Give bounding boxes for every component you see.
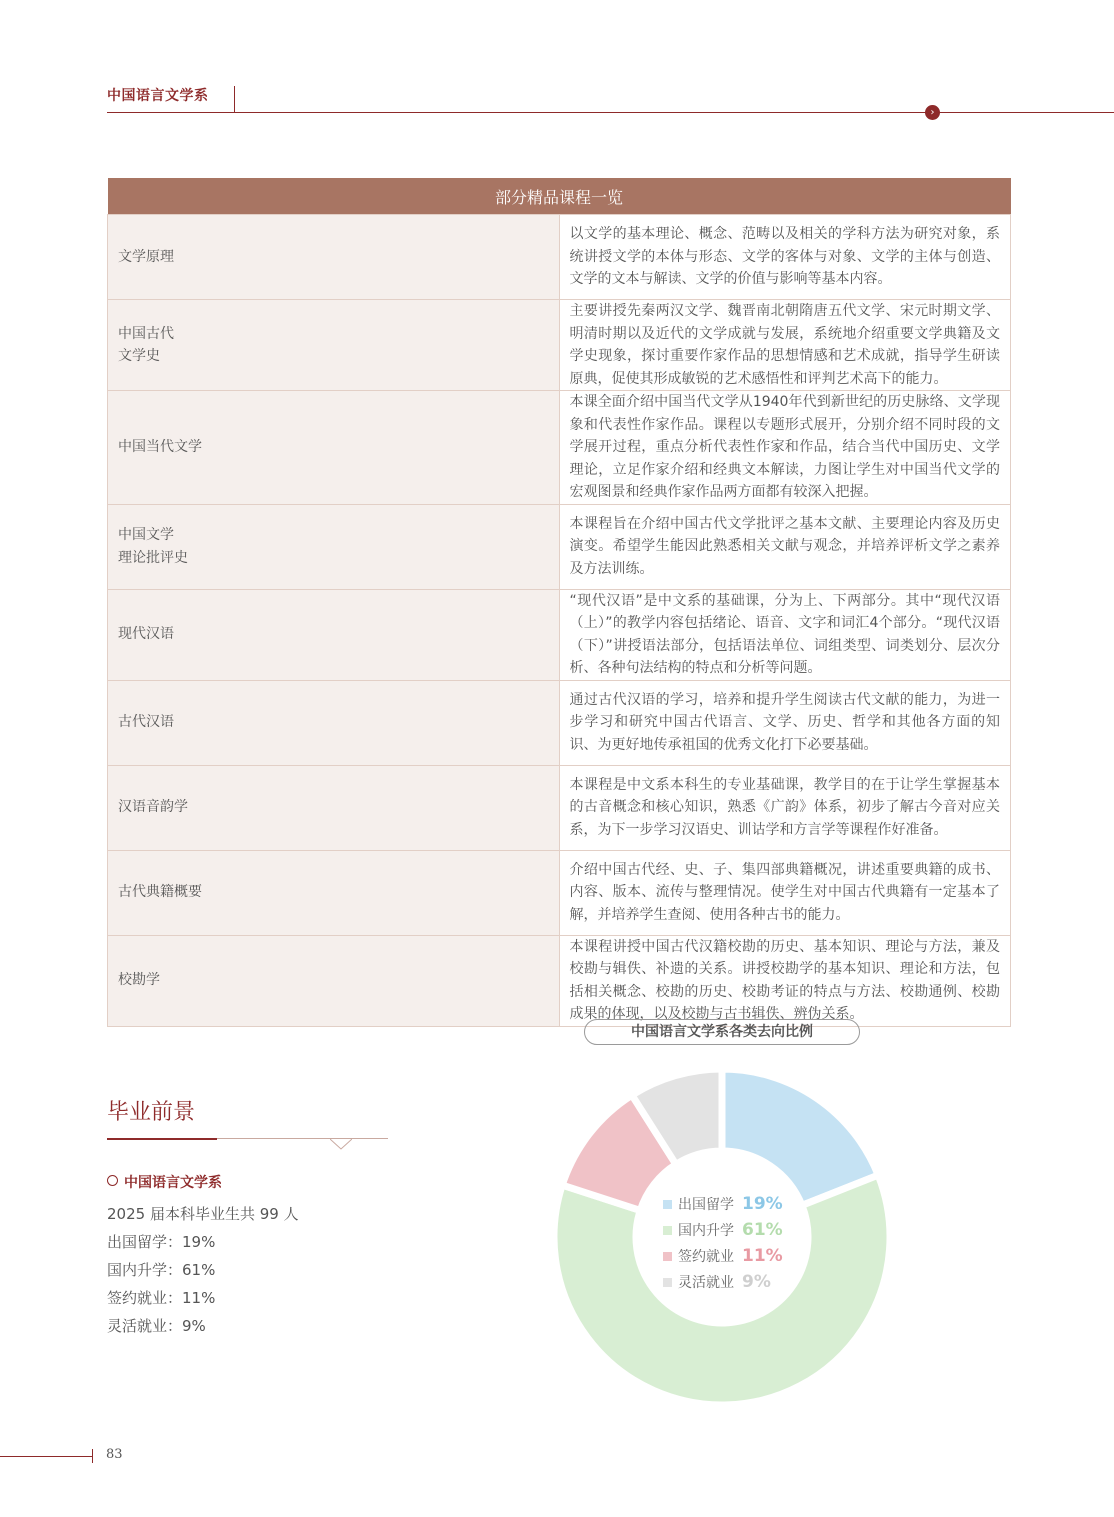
table-row — [108, 504, 1011, 589]
section-header-title: 中国语言文学系 — [107, 88, 209, 104]
graduation-stats — [107, 1200, 299, 1340]
course-name: 校勘学 — [108, 935, 560, 1026]
footer-rule — [0, 1456, 92, 1457]
course-name: 古代典籍概要 — [108, 850, 560, 935]
course-name: 中国古代 文学史 — [108, 300, 560, 391]
table-row — [108, 850, 1011, 935]
dept-name: 中国语言文学系 — [124, 1175, 222, 1191]
course-name: 中国文学 理论批评史 — [108, 504, 560, 589]
course-name: 古代汉语 — [108, 680, 560, 765]
notch-decoration — [330, 1139, 352, 1151]
stat-line: 灵活就业：9% — [107, 1317, 206, 1335]
stat-line: 签约就业：11% — [107, 1289, 216, 1307]
course-description: 介绍中国古代经、史、子、集四部典籍概况，讲述重要典籍的成书、内容、版本、流传与整理情况。使学生对中国古代典籍有一定基本了解，并培养学生查阅、使用各种古书的能力。 — [559, 850, 1011, 935]
course-name: 中国当代文学 — [108, 391, 560, 505]
course-name: 现代汉语 — [108, 589, 560, 680]
table-row — [108, 935, 1011, 1026]
chart-title: 中国语言文学系各类去向比例 — [584, 1019, 860, 1045]
page-number: 83 — [106, 1447, 123, 1462]
graduation-title: 毕业前景 — [107, 1100, 196, 1125]
legend-swatch — [663, 1278, 672, 1287]
header-rule — [107, 112, 1114, 113]
legend-item — [663, 1217, 783, 1243]
footer-tick — [92, 1449, 93, 1463]
course-description: 本课全面介绍中国当代文学从1940年代到新世纪的历史脉络、文学现象和代表性作家作品。课程以专题形式展开，分别介绍不同时段的文学展开过程，重点分析代表性作家和作品，结合当代中国历史、文学理论，立足作家介绍和经典文本解读，力图让学生对中国当代文学的宏观图景和经典作家作品两方面都有较深入把握。 — [559, 391, 1011, 505]
legend-swatch — [663, 1200, 672, 1209]
legend-percent: 11% — [742, 1246, 783, 1266]
legend-percent: 61% — [742, 1220, 783, 1240]
title-underline — [107, 1138, 217, 1140]
table-row — [108, 680, 1011, 765]
course-name: 文学原理 — [108, 215, 560, 300]
chevron-right-icon: › — [925, 105, 940, 120]
table-row — [108, 215, 1011, 300]
legend-percent: 19% — [742, 1194, 783, 1214]
course-description: 本课程是中文系本科生的专业基础课，教学目的在于让学生掌握基本的古音概念和核心知识，熟悉《广韵》体系，初步了解古今音对应关系，为下一步学习汉语史、训诂学和方言学等课程作好准备。 — [559, 765, 1011, 850]
course-description: 通过古代汉语的学习，培养和提升学生阅读古代文献的能力，为进一步学习和研究中国古代语言、文学、历史、哲学和其他各方面的知识、为更好地传承祖国的优秀文化打下必要基础。 — [559, 680, 1011, 765]
course-table — [107, 178, 1011, 1027]
course-description: 本课程讲授中国古代汉籍校勘的历史、基本知识、理论与方法，兼及校勘与辑佚、补遗的关系。讲授校勘学的基本知识、理论和方法，包括相关概念、校勘的历史、校勘考证的特点与方法、校勘通例、校勘成果的体现，以及校勘与古书辑佚、辨伪关系。 — [559, 935, 1011, 1026]
table-heading: 部分精品课程一览 — [108, 178, 1011, 215]
legend-item — [663, 1191, 783, 1217]
legend-percent: 9% — [742, 1272, 771, 1292]
course-description: 主要讲授先秦两汉文学、魏晋南北朝隋唐五代文学、宋元时期文学、明清时期以及近代的文学成就与发展，系统地介绍重要文学典籍及文学史现象，探讨重要作家作品的思想情感和艺术成就，指导学生研读原典，促使其形成敏锐的艺术感悟性和评判艺术高下的能力。 — [559, 300, 1011, 391]
stat-line: 2025 届本科毕业生共 99 人 — [107, 1205, 299, 1223]
legend-item — [663, 1269, 783, 1295]
table-row — [108, 589, 1011, 680]
table-row — [108, 300, 1011, 391]
header-divider — [234, 86, 235, 113]
stat-line: 国内升学：61% — [107, 1261, 216, 1279]
legend-item — [663, 1243, 783, 1269]
course-description: 以文学的基本理论、概念、范畴以及相关的学科方法为研究对象，系统讲授文学的本体与形态、文学的客体与对象、文学的主体与创造、文学的文本与解读、文学的价值与影响等基本内容。 — [559, 215, 1011, 300]
title-underline-thin — [217, 1138, 388, 1139]
legend-label: 灵活就业 — [678, 1275, 734, 1291]
chart-legend — [663, 1191, 783, 1295]
course-description: 本课程旨在介绍中国古代文学批评之基本文献、主要理论内容及历史演变。希望学生能因此熟悉相关文献与观念，并培养评析文学之素养及方法训练。 — [559, 504, 1011, 589]
legend-swatch — [663, 1226, 672, 1235]
dept-label — [107, 1172, 222, 1192]
circle-bullet-icon — [107, 1175, 118, 1186]
legend-label: 签约就业 — [678, 1249, 734, 1265]
legend-label: 出国留学 — [678, 1197, 734, 1213]
table-row — [108, 765, 1011, 850]
course-name: 汉语音韵学 — [108, 765, 560, 850]
course-table-body — [108, 215, 1011, 1027]
course-description: “现代汉语”是中文系的基础课，分为上、下两部分。其中“现代汉语（上）”的教学内容包括绪论、语音、文字和词汇4个部分。“现代汉语（下）”讲授语法部分，包括语法单位、词组类型、词类划分、层次分析、各种句法结构的特点和分析等问题。 — [559, 589, 1011, 680]
legend-label: 国内升学 — [678, 1223, 734, 1239]
legend-swatch — [663, 1252, 672, 1261]
stat-line: 出国留学：19% — [107, 1233, 216, 1251]
table-row — [108, 391, 1011, 505]
